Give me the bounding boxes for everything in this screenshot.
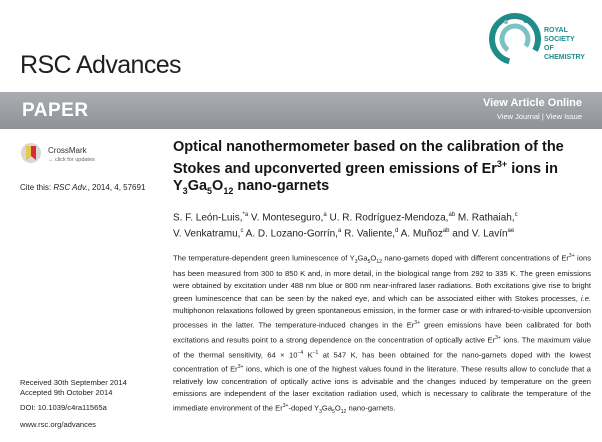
logo-line-2: OF CHEMISTRY: [544, 45, 585, 61]
title-part: Optical nanothermometer based on the calibration of the Stokes and upconverted green emissions of Er: [173, 139, 564, 177]
abstract-text: green emissions have been calibrated for both excitations and results point to a strong dependence on the concentration of optically active Er: [173, 320, 591, 345]
cite-journal: RSC Adv.: [53, 183, 88, 192]
author-aff: c: [514, 212, 518, 218]
crossmark-label: CrossMark: [48, 146, 87, 155]
doi-link[interactable]: DOI: 10.1039/c4ra11565a: [20, 403, 107, 412]
abstract-sup: 3+: [282, 403, 289, 410]
author-name[interactable]: V. Venkatramu,: [173, 228, 241, 240]
journal-title: RSC Advances: [20, 51, 181, 79]
article-title: [173, 139, 593, 200]
title-part: nano-garnets: [233, 177, 330, 194]
title-sub: 5: [207, 185, 213, 196]
title-sup: 3+: [496, 159, 508, 169]
view-journal-link[interactable]: View Journal: [496, 112, 540, 121]
author-aff: c: [240, 227, 244, 234]
author-name[interactable]: U. R. Rodríguez-Mendoza,: [326, 212, 449, 224]
title-sub: 12: [223, 185, 234, 196]
abstract-text: at 547 K, has been obtained for the nano-garnets doped with the lowest concentration of Er: [173, 350, 591, 374]
journal-site-link[interactable]: www.rsc.org/advances: [20, 420, 96, 429]
cite-rest: , 2014, 4, 57691: [87, 183, 146, 192]
author-name[interactable]: V. Monteseguro,: [248, 212, 324, 224]
abstract-text: O: [334, 403, 341, 413]
abstract-sub: 12: [376, 259, 382, 266]
cite-line: [20, 183, 145, 192]
abstract-text: Ga: [321, 403, 333, 413]
title-part: O: [212, 177, 224, 194]
logo-line-1: ROYAL SOCIETY: [544, 27, 575, 43]
author-name[interactable]: and V. Lavín: [449, 228, 508, 240]
rsc-logo: [488, 12, 592, 66]
paper-label: PAPER: [22, 100, 89, 121]
author-aff: d: [395, 227, 399, 234]
abstract-sup: −4: [297, 349, 304, 356]
abstract-text: The temperature-dependent green luminescence of Y: [173, 253, 355, 263]
abstract-text: K: [303, 350, 313, 360]
abstract: [173, 250, 591, 419]
author-list: [173, 209, 593, 241]
abstract-em: i.e.: [580, 293, 591, 303]
crossmark-badge[interactable]: [20, 142, 100, 164]
title-part: Ga: [187, 177, 208, 194]
abstract-sup: −1: [312, 349, 319, 356]
abstract-sub: 3: [354, 259, 358, 266]
abstract-text: -doped Y: [288, 403, 320, 413]
crossmark-icon: [20, 142, 42, 164]
logo-text: [544, 26, 592, 62]
crossmark-sub: ← click for updates: [48, 157, 95, 163]
author-aff: ab: [448, 212, 456, 218]
view-issue-link[interactable]: View Issue: [545, 112, 582, 121]
abstract-sub: 12: [340, 409, 347, 416]
abstract-text: ions. The maximum value of the thermal sensitivity, 64 × 10: [173, 335, 591, 360]
author-name[interactable]: A. D. Lozano-Gorrín,: [243, 228, 338, 240]
author-aff: a: [323, 212, 327, 218]
abstract-text: ions has been measured from 300 to 850 K and, in more detail, in the biological range from 292 to 335 K. The green emissions were obtained by excitation under 488 nm blue or 800 nm near-infrared laser radiations. Both excitations give rise to bright green luminescence that can be seen by the naked eye, and which can be associated either with Stokes processes,: [173, 253, 591, 303]
author-name[interactable]: R. Valiente,: [341, 228, 396, 240]
title-part: ions in Y: [173, 160, 558, 194]
abstract-text: nano-garnets doped with different concentrations of Er: [381, 253, 569, 263]
abstract-sup: 3+: [237, 364, 244, 371]
author-name[interactable]: S. F. León-Luis,: [173, 212, 243, 224]
view-links: [497, 112, 582, 121]
author-aff: *a: [242, 212, 249, 218]
author-aff: ab: [442, 227, 450, 234]
cite-prefix: Cite this:: [20, 183, 54, 192]
view-article-online-link[interactable]: View Article Online: [482, 97, 582, 109]
abstract-sup: 3+: [495, 334, 501, 341]
link-separator: |: [539, 112, 546, 121]
received-date: Received 30th September 2014: [20, 378, 127, 387]
received-dates: [20, 378, 127, 398]
author-name[interactable]: A. Muñoz: [398, 228, 443, 240]
author-name[interactable]: M. Rathaiah,: [455, 212, 515, 224]
accepted-date: Accepted 9th October 2014: [20, 388, 113, 398]
author-aff: ae: [507, 227, 515, 234]
abstract-text: ions, which is one of the highest values found in the literature. These results allow to conclude that a relatively low concentration of optically active ions is advisable and the changes induced by temperature on the green emissions are independent of the laser excitation radiation used, which is necessary to calibrate the temperature of the immediate environment of the Er: [173, 364, 592, 413]
author-aff: a: [337, 227, 342, 234]
abstract-sub: 5: [367, 259, 371, 266]
abstract-text: Ga: [357, 253, 368, 263]
abstract-sup: 3+: [568, 253, 575, 259]
abstract-sub: 3: [319, 409, 322, 416]
abstract-text: multiphonon relaxations followed by green spontaneous emission, in the former case or with infrared-to-visible upconversion processes in the latter. The temperature-induced changes in the Er: [173, 305, 591, 330]
abstract-sub: 5: [332, 409, 335, 416]
abstract-text: nano-garnets.: [346, 403, 396, 413]
title-sub: 3: [182, 185, 188, 196]
abstract-text: O: [370, 253, 377, 263]
abstract-sup: 3+: [414, 320, 420, 327]
paper-banner: [0, 92, 602, 129]
